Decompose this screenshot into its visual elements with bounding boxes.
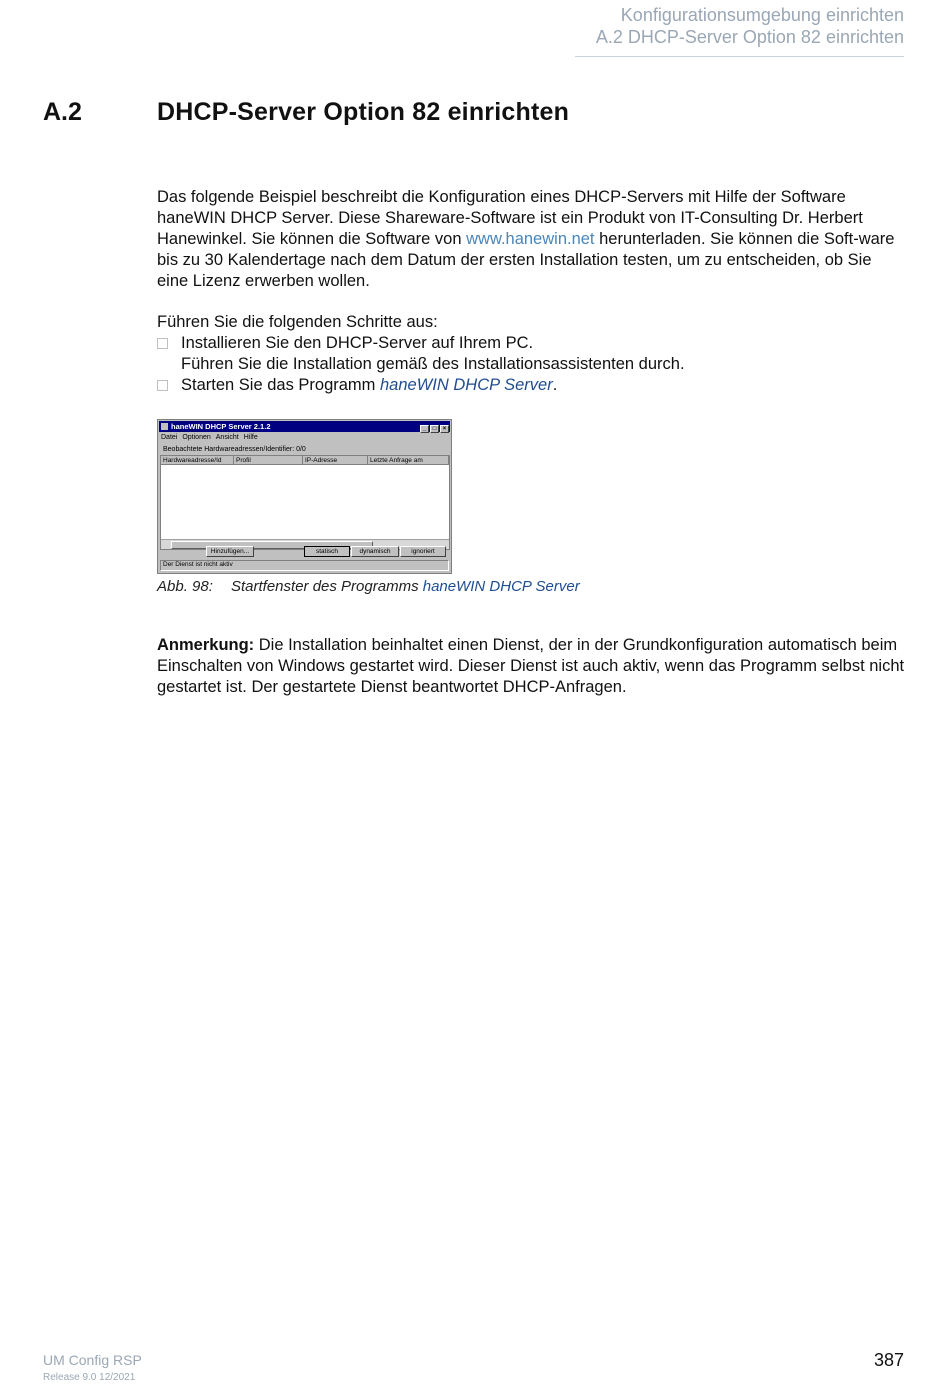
caption-label: Abb. 98: [157, 578, 213, 595]
app-icon [161, 423, 168, 430]
col-ip: IP-Adresse [303, 456, 368, 465]
close-icon: × [440, 425, 449, 433]
program-link[interactable]: haneWIN DHCP Server [380, 376, 553, 394]
hanewin-link[interactable]: www.hanewin.net [466, 230, 595, 248]
step-1-line-1: Installieren Sie den DHCP-Server auf Ihrem PC. [181, 334, 534, 352]
caption-link[interactable]: haneWIN DHCP Server [422, 578, 580, 595]
screenshot-titlebar [159, 421, 450, 432]
note-label: Anmerkung: [157, 636, 255, 654]
add-button: Hinzufügen... [206, 546, 254, 557]
static-button: statisch [304, 546, 350, 557]
intro-text-1: Das folgende Beispiel beschreibt die Konfiguration eines DHCP-Servers mit Hilfe der Software haneWIN DHCP Server. Diese Shareware-Software ist ein Produkt von IT-Consulting Dr. Herbert Hanewinkel. Sie können die Software von [157, 188, 863, 248]
menu-hilfe: Hilfe [243, 434, 258, 441]
screenshot-menubar [161, 433, 263, 443]
step-1-line-2: Führen Sie die Installation gemäß des Installationsassistenten durch. [181, 355, 685, 373]
ignored-button: ignoriert [400, 546, 446, 557]
header-rule [575, 56, 904, 57]
maximize-icon: □ [430, 425, 439, 433]
note-text: Die Installation beinhaltet einen Dienst, der in der Grundkonfiguration automatisch beim Einschalten von Windows gestartet wird. Dieser Dienst ist auch aktiv, wenn das Programm selbst nicht gestartet ist. Der gestartete Dienst beantwortet DHCP-Anfragen. [157, 636, 905, 696]
caption-text: Startfenster des Programms [231, 578, 423, 595]
screenshot-info: Beobachtete Hardwareadressen/Identifier: 0/0 [163, 446, 306, 453]
section-title: DHCP-Server Option 82 einrichten [157, 98, 570, 126]
figure-caption [157, 578, 580, 595]
step-bullet-icon [157, 338, 168, 349]
intro-text-2: herunterladen. Sie können die Soft-ware bis zu 30 Kalendertage nach dem Datum der ersten Installation testen, um zu entscheiden, ob Sie eine Lizenz erwerben wollen. [157, 230, 895, 290]
step-bullet-icon [157, 380, 168, 391]
col-last-request: Letzte Anfrage am [368, 456, 449, 465]
step-2-text: Starten Sie das Programm [181, 376, 380, 394]
menu-datei: Datei [161, 434, 178, 441]
steps-block [157, 312, 907, 396]
page-number: 387 [873, 1350, 904, 1370]
program-screenshot [157, 419, 452, 574]
step-2-end: . [552, 376, 558, 394]
col-hardware: Hardwareadresse/Id [161, 456, 234, 465]
note-paragraph [157, 635, 907, 698]
steps-lead: Führen Sie die folgenden Schritte aus: [157, 313, 438, 331]
menu-optionen: Optionen [182, 434, 211, 441]
menu-ansicht: Ansicht [215, 434, 239, 441]
screenshot-title: haneWIN DHCP Server 2.1.2 [171, 422, 271, 431]
screenshot-statusbar: Der Dienst ist nicht aktiv [160, 560, 449, 571]
col-profile: Profil [234, 456, 303, 465]
intro-paragraph [157, 187, 907, 292]
minimize-icon: _ [420, 425, 429, 433]
footer-release: Release 9.0 12/2021 [43, 1372, 136, 1383]
screenshot-listview [160, 455, 450, 550]
running-header-section: A.2 DHCP-Server Option 82 einrichten [595, 27, 904, 47]
window-controls [419, 422, 449, 433]
step-2 [157, 375, 907, 396]
section-number: A.2 [43, 98, 82, 126]
footer-doc-name: UM Config RSP [43, 1352, 142, 1368]
running-header-chapter: Konfigurationsumgebung einrichten [620, 5, 904, 25]
dynamic-button: dynamisch [351, 546, 399, 557]
step-1 [157, 333, 907, 375]
